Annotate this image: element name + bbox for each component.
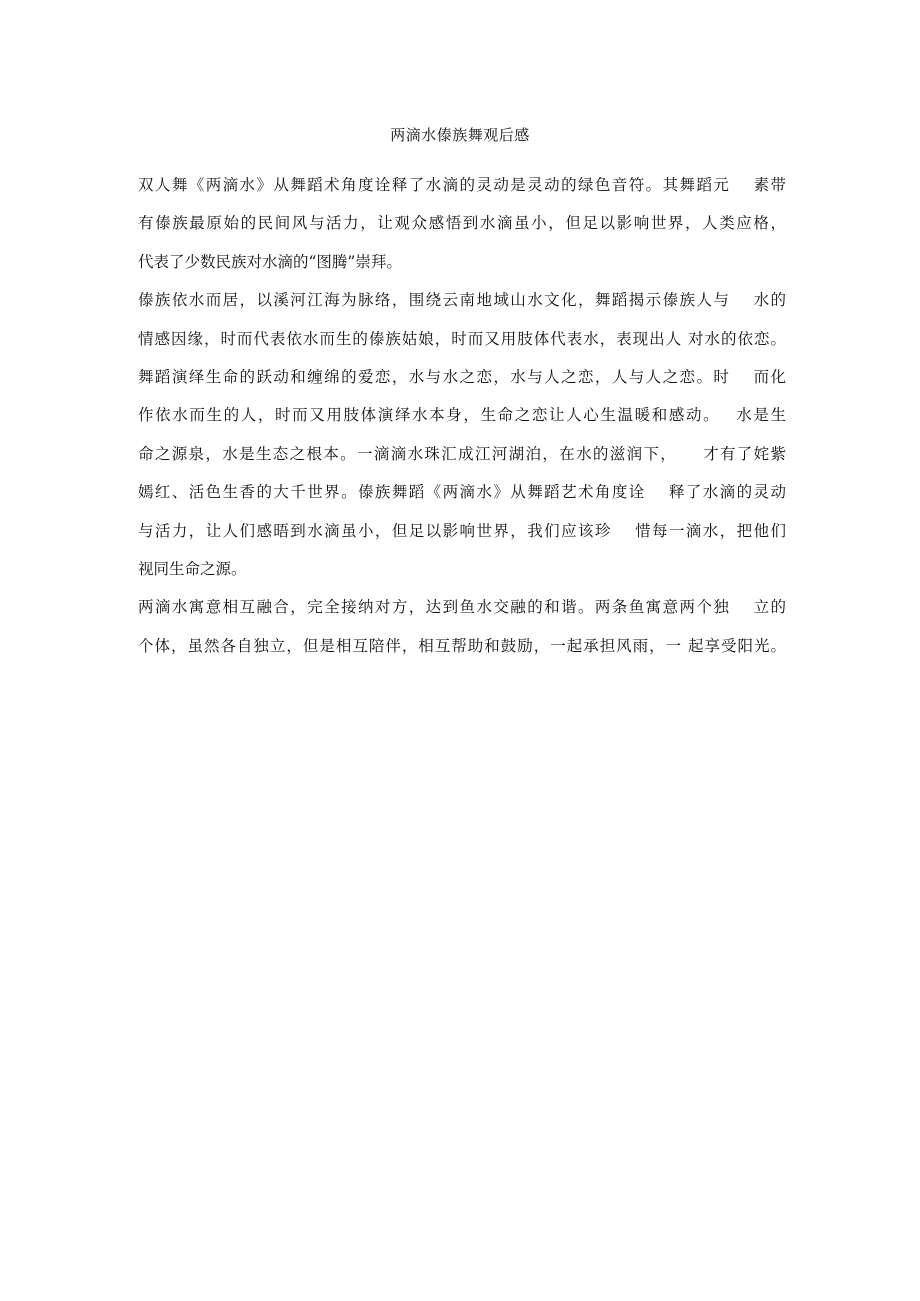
paragraph-1-line-2: 有傣族最原始的民间风与活力，让观众感悟到水滴虽小，但足以影响世界，人类应格， xyxy=(138,214,786,233)
paragraph-2-line-4: 作依水而生的人，时而又用肢体演绎水本身，生命之恋让人心生温暖和感动。 水是生 xyxy=(138,406,786,425)
paragraph-2-line-1: 傣族依水而居，以溪河江海为脉络，围绕云南地域山水文化，舞蹈揭示傣族人与 水的 xyxy=(138,291,786,310)
paragraph-3-line-1: 两滴水寓意相互融合，完全接纳对方，达到鱼水交融的和谐。两条鱼寓意两个独 立的 xyxy=(138,598,786,617)
paragraph-2-line-3: 舞蹈演绎生命的跃动和缠绵的爱恋，水与水之恋，水与人之恋，人与人之恋。时 而化 xyxy=(138,367,786,386)
paragraph-2-line-2: 情感因缘，时而代表依水而生的傣族姑娘，时而又用肢体代表水，表现出人 对水的依恋。 xyxy=(138,329,786,348)
paragraph-1-line-1: 双人舞《两滴水》从舞蹈术角度诠释了水滴的灵动是灵动的绿色音符。其舞蹈元 素带 xyxy=(138,176,786,194)
paragraph-2-line-7: 与活力，让人们感晤到水滴虽小，但足以影响世界，我们应该珍 惜每一滴水，把他们 xyxy=(138,521,786,540)
document-title: 两滴水傣族舞观后感 xyxy=(390,126,530,144)
document-body xyxy=(138,172,786,671)
paragraph-2-line-5: 命之源泉，水是生态之根本。一滴滴水珠汇成江河湖泊，在水的滋润下， 才有了姹紫 xyxy=(138,444,786,463)
paragraph-2-line-6: 嫣红、活色生香的大千世界。傣族舞蹈《两滴水》从舞蹈艺术角度诠 释了水滴的灵动 xyxy=(138,483,786,502)
paragraph-2-line-8: 视同生命之源。 xyxy=(138,559,247,578)
paragraph-1-line-3: 代表了少数民族对水滴的“图腾”崇拜。 xyxy=(138,252,402,271)
paragraph-3-line-2: 个体，虽然各自独立，但是相互陪伴，相互帮助和鼓励，一起承担风雨，一 起享受阳光。 xyxy=(138,636,786,655)
